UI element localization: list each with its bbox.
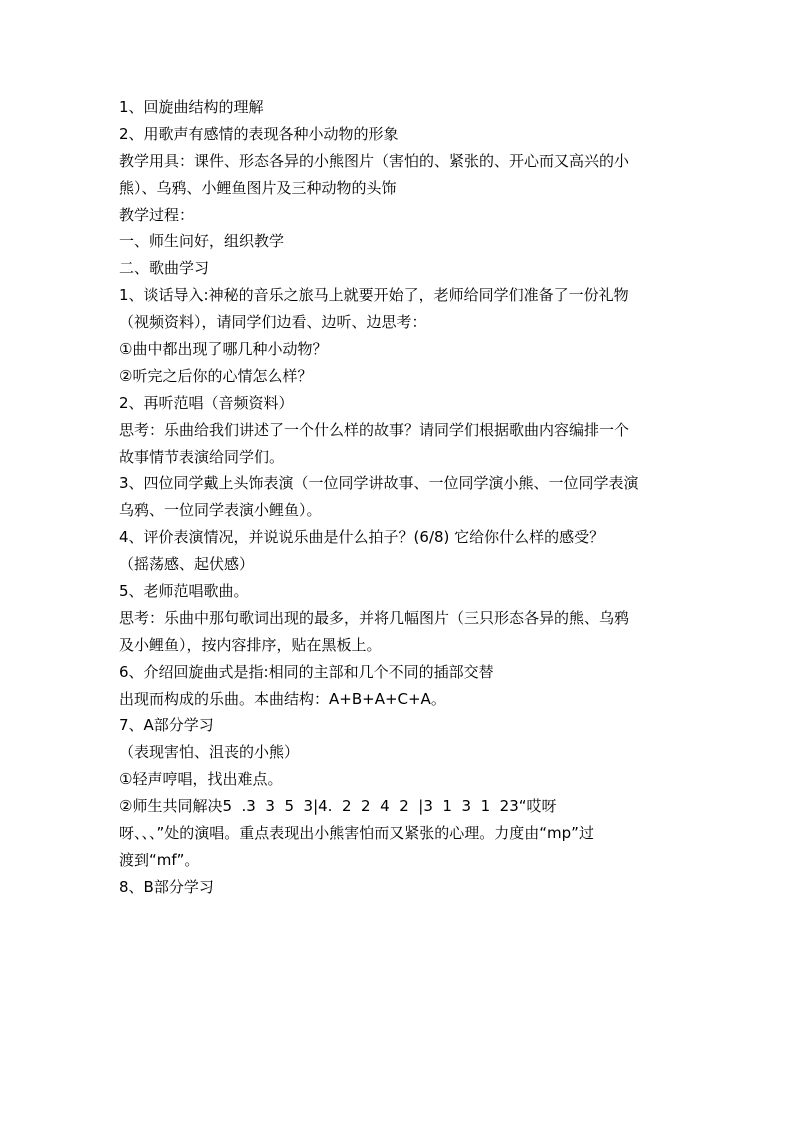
text-line: 3、四位同学戴上头饰表演（一位同学讲故事、一位同学演小熊、一位同学表演 xyxy=(119,474,639,493)
text-line: 教学用具：课件、形态各异的小熊图片（害怕的、紧张的、开心而又高兴的小 xyxy=(119,151,630,170)
text-line: 思考：乐曲给我们讲述了一个什么样的故事？请同学们根据歌曲内容编排一个 xyxy=(119,420,630,439)
text-line: 思考：乐曲中那句歌词出现的最多，并将几幅图片（三只形态各异的熊、乌鸦 xyxy=(119,608,630,627)
text-line: 6、介绍回旋曲式是指:相同的主部和几个不同的插部交替 xyxy=(119,662,494,681)
text-line: 4、评价表演情况，并说说乐曲是什么拍子？(6/8) 它给你什么样的感受？ xyxy=(119,528,605,547)
text-line: 1、谈话导入:神秘的音乐之旅马上就要开始了，老师给同学们准备了一份礼物 xyxy=(119,286,629,305)
section-heading: 一、师生问好，组织教学 xyxy=(119,232,285,251)
text-line: 故事情节表演给同学们。 xyxy=(119,447,285,466)
text-line: 2、用歌声有感情的表现各种小动物的形象 xyxy=(119,124,399,143)
text-line: （视频资料），请同学们边看、边听、边思考： xyxy=(119,313,427,332)
text-line: 及小鲤鱼），按内容排序，贴在黑板上。 xyxy=(119,635,382,654)
section-heading: 二、歌曲学习 xyxy=(119,259,210,278)
text-line: ②听完之后你的心情怎么样？ xyxy=(119,366,313,385)
text-line: ①轻声哼唱，找出难点。 xyxy=(119,770,283,789)
notation-line: ②师生共同解决5 .3 3 5 3|4. 2 2 4 2 |3 1 3 1 23“哎呀 xyxy=(119,797,557,816)
text-line: 8、B部分学习 xyxy=(119,877,214,896)
text-line: 7、A部分学习 xyxy=(119,716,214,735)
text-line: ①曲中都出现了哪几种小动物？ xyxy=(119,340,328,359)
text-line: 教学过程： xyxy=(119,205,195,224)
text-line: 熊）、乌鸦、小鲤鱼图片及三种动物的头饰 xyxy=(119,178,397,197)
text-line: 2、再听范唱（音频资料） xyxy=(119,393,294,412)
text-line: 渡到“mf”。 xyxy=(119,850,200,869)
text-line: （表现害怕、沮丧的小熊） xyxy=(119,743,300,762)
text-line: 呀、、、”处的演唱。重点表现出小熊害怕而又紧张的心理。力度由“mp”过 xyxy=(119,824,594,843)
text-line: 5、老师范唱歌曲。 xyxy=(119,582,249,601)
text-line: 1、回旋曲结构的理解 xyxy=(119,98,264,116)
text-line: 出现而构成的乐曲。本曲结构：A+B+A+C+A。 xyxy=(119,689,446,708)
text-line: 乌鸦、一位同学表演小鲤鱼）。 xyxy=(119,501,322,520)
document-body xyxy=(119,94,679,901)
text-line: （摇荡感、起伏感） xyxy=(119,555,255,574)
